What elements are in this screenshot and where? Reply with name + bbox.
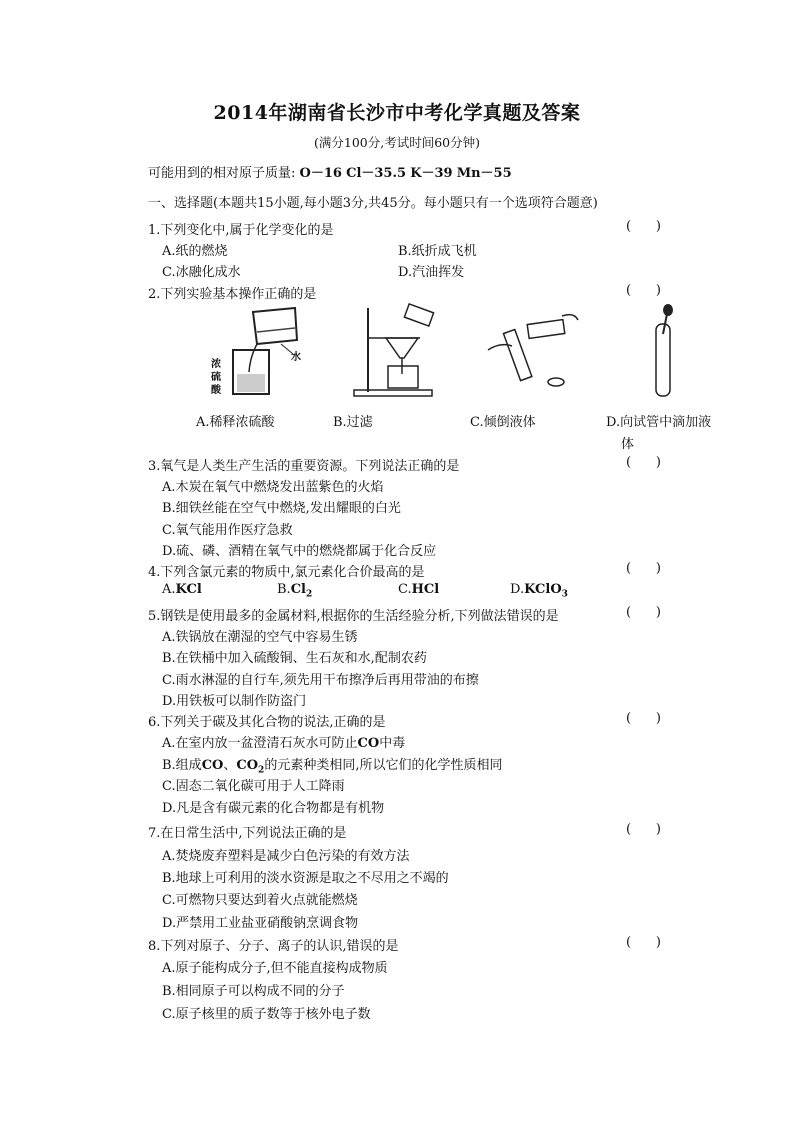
- q4-option-b: $B.Cl_2$: [277, 582, 313, 600]
- q5-answer-blank[interactable]: ( ): [626, 605, 661, 620]
- atomic-mass-k: K－39: [410, 166, 453, 181]
- q6-option-c: C.固态二氧化碳可用于人工降雨: [162, 779, 345, 794]
- label-conc-acid: 浓硫酸: [211, 359, 221, 396]
- q5-option-c: C.雨水淋湿的自行车,须先用干布擦净后再用带油的布擦: [162, 673, 479, 688]
- q7-stem: 7.在日常生活中,下列说法正确的是: [148, 826, 347, 841]
- figure-filtration: [350, 300, 440, 400]
- q5-stem: 5.钢铁是使用最多的金属材料,根据你的生活经验分析,下列做法错误的是: [148, 609, 559, 624]
- figure-pouring: [478, 306, 588, 390]
- q8-option-c: C.原子核里的质子数等于核外电子数: [162, 1007, 371, 1022]
- q1-option-b: B.纸折成飞机: [398, 244, 477, 259]
- q4-option-a: A.KCl: [162, 582, 202, 597]
- q6-answer-blank[interactable]: ( ): [626, 711, 661, 726]
- atomic-mass-mn: Mn－55: [456, 166, 512, 181]
- q2-stem: 2.下列实验基本操作正确的是: [148, 287, 317, 302]
- q4-stem: 4.下列含氯元素的物质中,氯元素化合价最高的是: [148, 565, 425, 580]
- q6-stem: 6.下列关于碳及其化合物的说法,正确的是: [148, 715, 386, 730]
- q1-option-c: C.冰融化成水: [162, 265, 241, 280]
- q8-option-a: A.原子能构成分子,但不能直接构成物质: [162, 961, 388, 976]
- atomic-mass-cl: Cl－35.5: [346, 166, 407, 181]
- page-title: 2014年湖南省长沙市中考化学真题及答案: [213, 102, 581, 124]
- q3-option-a: A.木炭在氧气中燃烧发出蓝紫色的火焰: [162, 480, 384, 495]
- figure-dropper: [650, 300, 680, 400]
- q2-option-d-line2: 体: [621, 437, 635, 452]
- q1-option-a: A.纸的燃烧: [162, 244, 228, 259]
- q6-option-b: B.组成CO、$CO_2$的元素种类相同,所以它们的化学性质相同: [162, 758, 503, 776]
- q7-option-d: D.严禁用工业盐亚硝酸钠烹调食物: [162, 916, 359, 931]
- q3-option-b: B.细铁丝能在空气中燃烧,发出耀眼的白光: [162, 501, 401, 516]
- q1-stem: 1.下列变化中,属于化学变化的是: [148, 223, 334, 238]
- q4-option-c: C.HCl: [398, 582, 440, 597]
- q8-option-b: B.相同原子可以构成不同的分子: [162, 984, 345, 999]
- q2-option-c: C.倾倒液体: [470, 415, 536, 430]
- q8-stem: 8.下列对原子、分子、离子的认识,错误的是: [148, 939, 399, 954]
- q3-option-d: D.硫、磷、酒精在氧气中的燃烧都属于化合反应: [162, 544, 437, 559]
- q2-option-d-line1: D.向试管中滴加液: [606, 415, 712, 430]
- q2-option-a: A.稀释浓硫酸: [196, 415, 275, 430]
- q6-option-a: A.在室内放一盆澄清石灰水可防止CO中毒: [162, 736, 406, 751]
- q7-answer-blank[interactable]: ( ): [626, 822, 661, 837]
- atomic-mass-line: [148, 162, 512, 181]
- q7-option-a: A.焚烧废弃塑料是减少白色污染的有效方法: [162, 849, 410, 864]
- q7-option-b: B.地球上可利用的淡水资源是取之不尽用之不竭的: [162, 871, 449, 886]
- q1-answer-blank[interactable]: ( ): [626, 219, 661, 234]
- label-water: 水: [291, 352, 301, 363]
- q8-answer-blank[interactable]: ( ): [626, 935, 661, 950]
- q4-option-d: D.KClO$_3$: [510, 582, 568, 600]
- q7-option-c: C.可燃物只要达到着火点就能燃烧: [162, 893, 358, 908]
- q5-option-d: D.用铁板可以制作防盗门: [162, 694, 307, 709]
- atomic-mass-label: 可能用到的相对原子质量:: [148, 166, 296, 181]
- q6-option-d: D.凡是含有碳元素的化合物都是有机物: [162, 801, 385, 816]
- page-subtitle: (满分100分,考试时间60分钟): [314, 135, 480, 150]
- q2-answer-blank[interactable]: ( ): [626, 283, 661, 298]
- atomic-mass-o: O－16: [299, 166, 342, 181]
- q3-answer-blank[interactable]: ( ): [626, 455, 661, 470]
- q4-answer-blank[interactable]: ( ): [626, 561, 661, 576]
- q5-option-a: A.铁锅放在潮湿的空气中容易生锈: [162, 630, 358, 645]
- q2-option-b: B.过滤: [333, 415, 373, 430]
- q1-option-d: D.汽油挥发: [398, 265, 465, 280]
- q3-option-c: C.氧气能用作医疗急救: [162, 523, 293, 538]
- section-heading: 一、选择题(本题共15小题,每小题3分,共45分。每小题只有一个选项符合题意): [148, 196, 598, 211]
- q3-stem: 3.氧气是人类生产生活的重要资源。下列说法正确的是: [148, 459, 460, 474]
- q5-option-b: B.在铁桶中加入硫酸铜、生石灰和水,配制农药: [162, 651, 427, 666]
